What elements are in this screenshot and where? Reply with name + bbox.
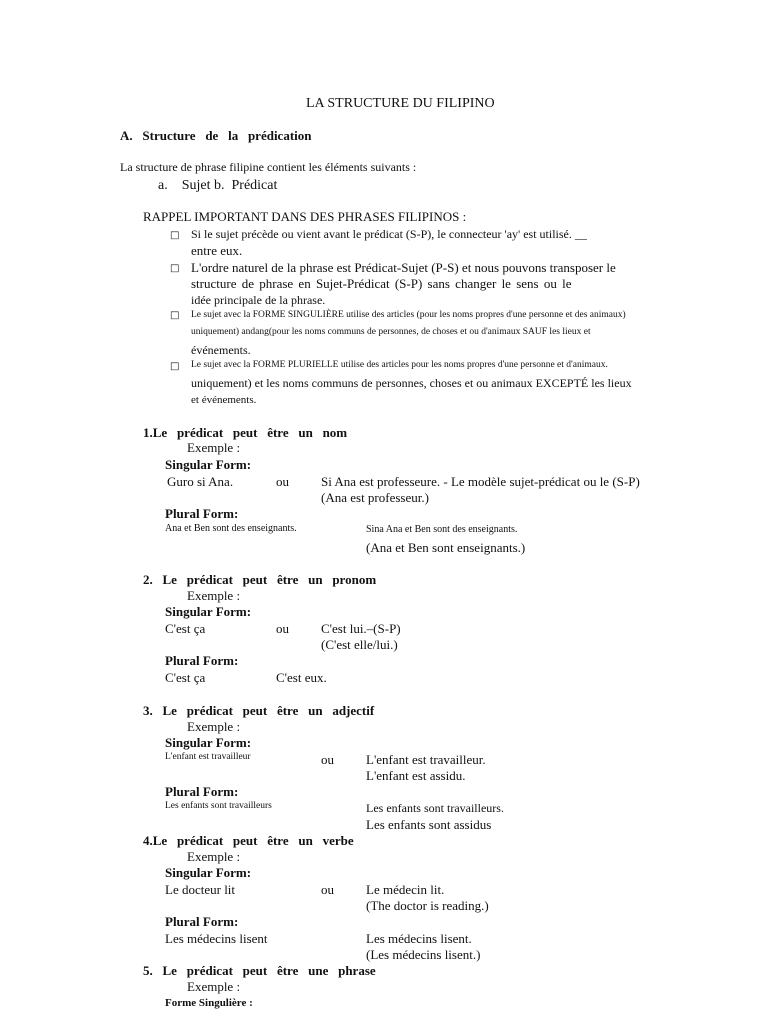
- s4-plural-left: Les médecins lisent: [165, 931, 268, 946]
- s1-plural-left: Ana et Ben sont des enseignants.: [165, 523, 297, 534]
- checkbox-bullet-icon: □: [170, 230, 180, 241]
- page-title: LA STRUCTURE DU FILIPINO: [306, 96, 495, 111]
- s2-plural-left: C'est ça: [165, 670, 206, 685]
- s2-plural-right-1: C'est eux.: [276, 670, 327, 685]
- forme-singuliere-label: Forme Singulière :: [165, 997, 253, 1009]
- section-5-heading: 5. Le prédicat peut être une phrase: [143, 963, 376, 978]
- s3-plural-right-1: Les enfants sont travailleurs.: [366, 801, 504, 815]
- bullet-3-line-1: Le sujet avec la FORME SINGULIÈRE utilise des articles (pour les noms propres d'une personne et des animaux): [191, 310, 626, 320]
- bullet-4-line-2: uniquement) et les noms communs de personnes, choses et ou animaux EXCEPTÉ les lieux: [191, 376, 632, 390]
- section-2-heading: 2. Le prédicat peut être un pronom: [143, 572, 377, 587]
- section-a-heading: A. Structure de la prédication: [120, 128, 312, 143]
- s2-singular-right-1: C'est lui.–(S-P): [321, 621, 401, 636]
- singular-form-label: Singular Form:: [165, 457, 252, 472]
- bullet-4-line-3: et événements.: [191, 394, 257, 406]
- example-label: Exemple :: [187, 588, 241, 603]
- s4-plural-right-2: (Les médecins lisent.): [366, 947, 481, 962]
- s1-plural-right-1: Sina Ana et Ben sont des enseignants.: [366, 524, 518, 535]
- s1-singular-left: Guro si Ana.: [167, 474, 234, 489]
- bullet-2-line-2: structure de phrase en Sujet-Prédicat (S-P) sans changer le sens ou le: [191, 276, 572, 291]
- section-4-heading: 4.Le prédicat peut être un verbe: [143, 833, 354, 848]
- example-label: Exemple :: [187, 979, 241, 994]
- plural-form-label: Plural Form:: [165, 784, 239, 799]
- or-label: ou: [276, 621, 289, 636]
- intro-items: a. Sujet b. Prédicat: [158, 178, 278, 193]
- singular-form-label: Singular Form:: [165, 604, 252, 619]
- example-label: Exemple :: [187, 440, 241, 455]
- s4-plural-right-1: Les médecins lisent.: [366, 931, 472, 946]
- bullet-3-line-2: uniquement) andang(pour les noms communs de personnes, de choses et ou d'animaux SAUF les lieux et: [191, 327, 591, 337]
- s2-singular-left: C'est ça: [165, 621, 206, 636]
- s3-singular-left: L'enfant est travailleur: [165, 752, 251, 762]
- s3-plural-left: Les enfants sont travailleurs: [165, 801, 272, 811]
- or-label: ou: [276, 474, 289, 489]
- s4-singular-right-1: Le médecin lit.: [366, 882, 445, 897]
- s1-singular-right-1: Si Ana est professeure. - Le modèle sujet-prédicat ou le (S-P): [321, 474, 640, 489]
- singular-form-label: Singular Form:: [165, 865, 252, 880]
- bullet-1-line-1: Si le sujet précède ou vient avant le prédicat (S-P), le connecteur 'ay' est utilisé. __: [191, 227, 587, 241]
- bullet-3-line-3: événements.: [191, 343, 251, 357]
- s2-singular-right-2: (C'est elle/lui.): [321, 637, 398, 652]
- s3-singular-right-2: L'enfant est assidu.: [366, 768, 466, 783]
- plural-form-label: Plural Form:: [165, 506, 239, 521]
- checkbox-bullet-icon: □: [170, 310, 180, 321]
- s4-singular-left: Le docteur lit: [165, 882, 236, 897]
- s3-plural-right-2: Les enfants sont assidus: [366, 817, 492, 832]
- bullet-4-line-1: Le sujet avec la FORME PLURIELLE utilise des articles pour les noms propres d'une personne et d'animaux.: [191, 360, 608, 370]
- reminder-title: RAPPEL IMPORTANT DANS DES PHRASES FILIPINOS :: [143, 209, 467, 224]
- section-1-heading: 1.Le prédicat peut être un nom: [143, 425, 348, 440]
- checkbox-bullet-icon: □: [170, 263, 180, 274]
- or-label: ou: [321, 752, 334, 767]
- plural-form-label: Plural Form:: [165, 914, 239, 929]
- section-3-heading: 3. Le prédicat peut être un adjectif: [143, 703, 375, 718]
- bullet-2-line-1: L'ordre naturel de la phrase est Prédicat-Sujet (P-S) et nous pouvons transposer le: [191, 260, 616, 275]
- s1-plural-right-2: (Ana et Ben sont enseignants.): [366, 540, 526, 555]
- plural-form-label: Plural Form:: [165, 653, 239, 668]
- s4-singular-right-2: (The doctor is reading.): [366, 898, 489, 913]
- or-label: ou: [321, 882, 334, 897]
- bullet-1-line-2: entre eux.: [191, 243, 243, 258]
- singular-form-label: Singular Form:: [165, 735, 252, 750]
- s1-singular-right-2: (Ana est professeur.): [321, 490, 429, 505]
- s3-singular-right-1: L'enfant est travailleur.: [366, 752, 486, 767]
- example-label: Exemple :: [187, 719, 241, 734]
- intro-text: La structure de phrase filipine contient les éléments suivants :: [120, 160, 417, 174]
- example-label: Exemple :: [187, 849, 241, 864]
- bullet-2-line-3: idée principale de la phrase.: [191, 293, 326, 307]
- checkbox-bullet-icon: □: [170, 361, 180, 372]
